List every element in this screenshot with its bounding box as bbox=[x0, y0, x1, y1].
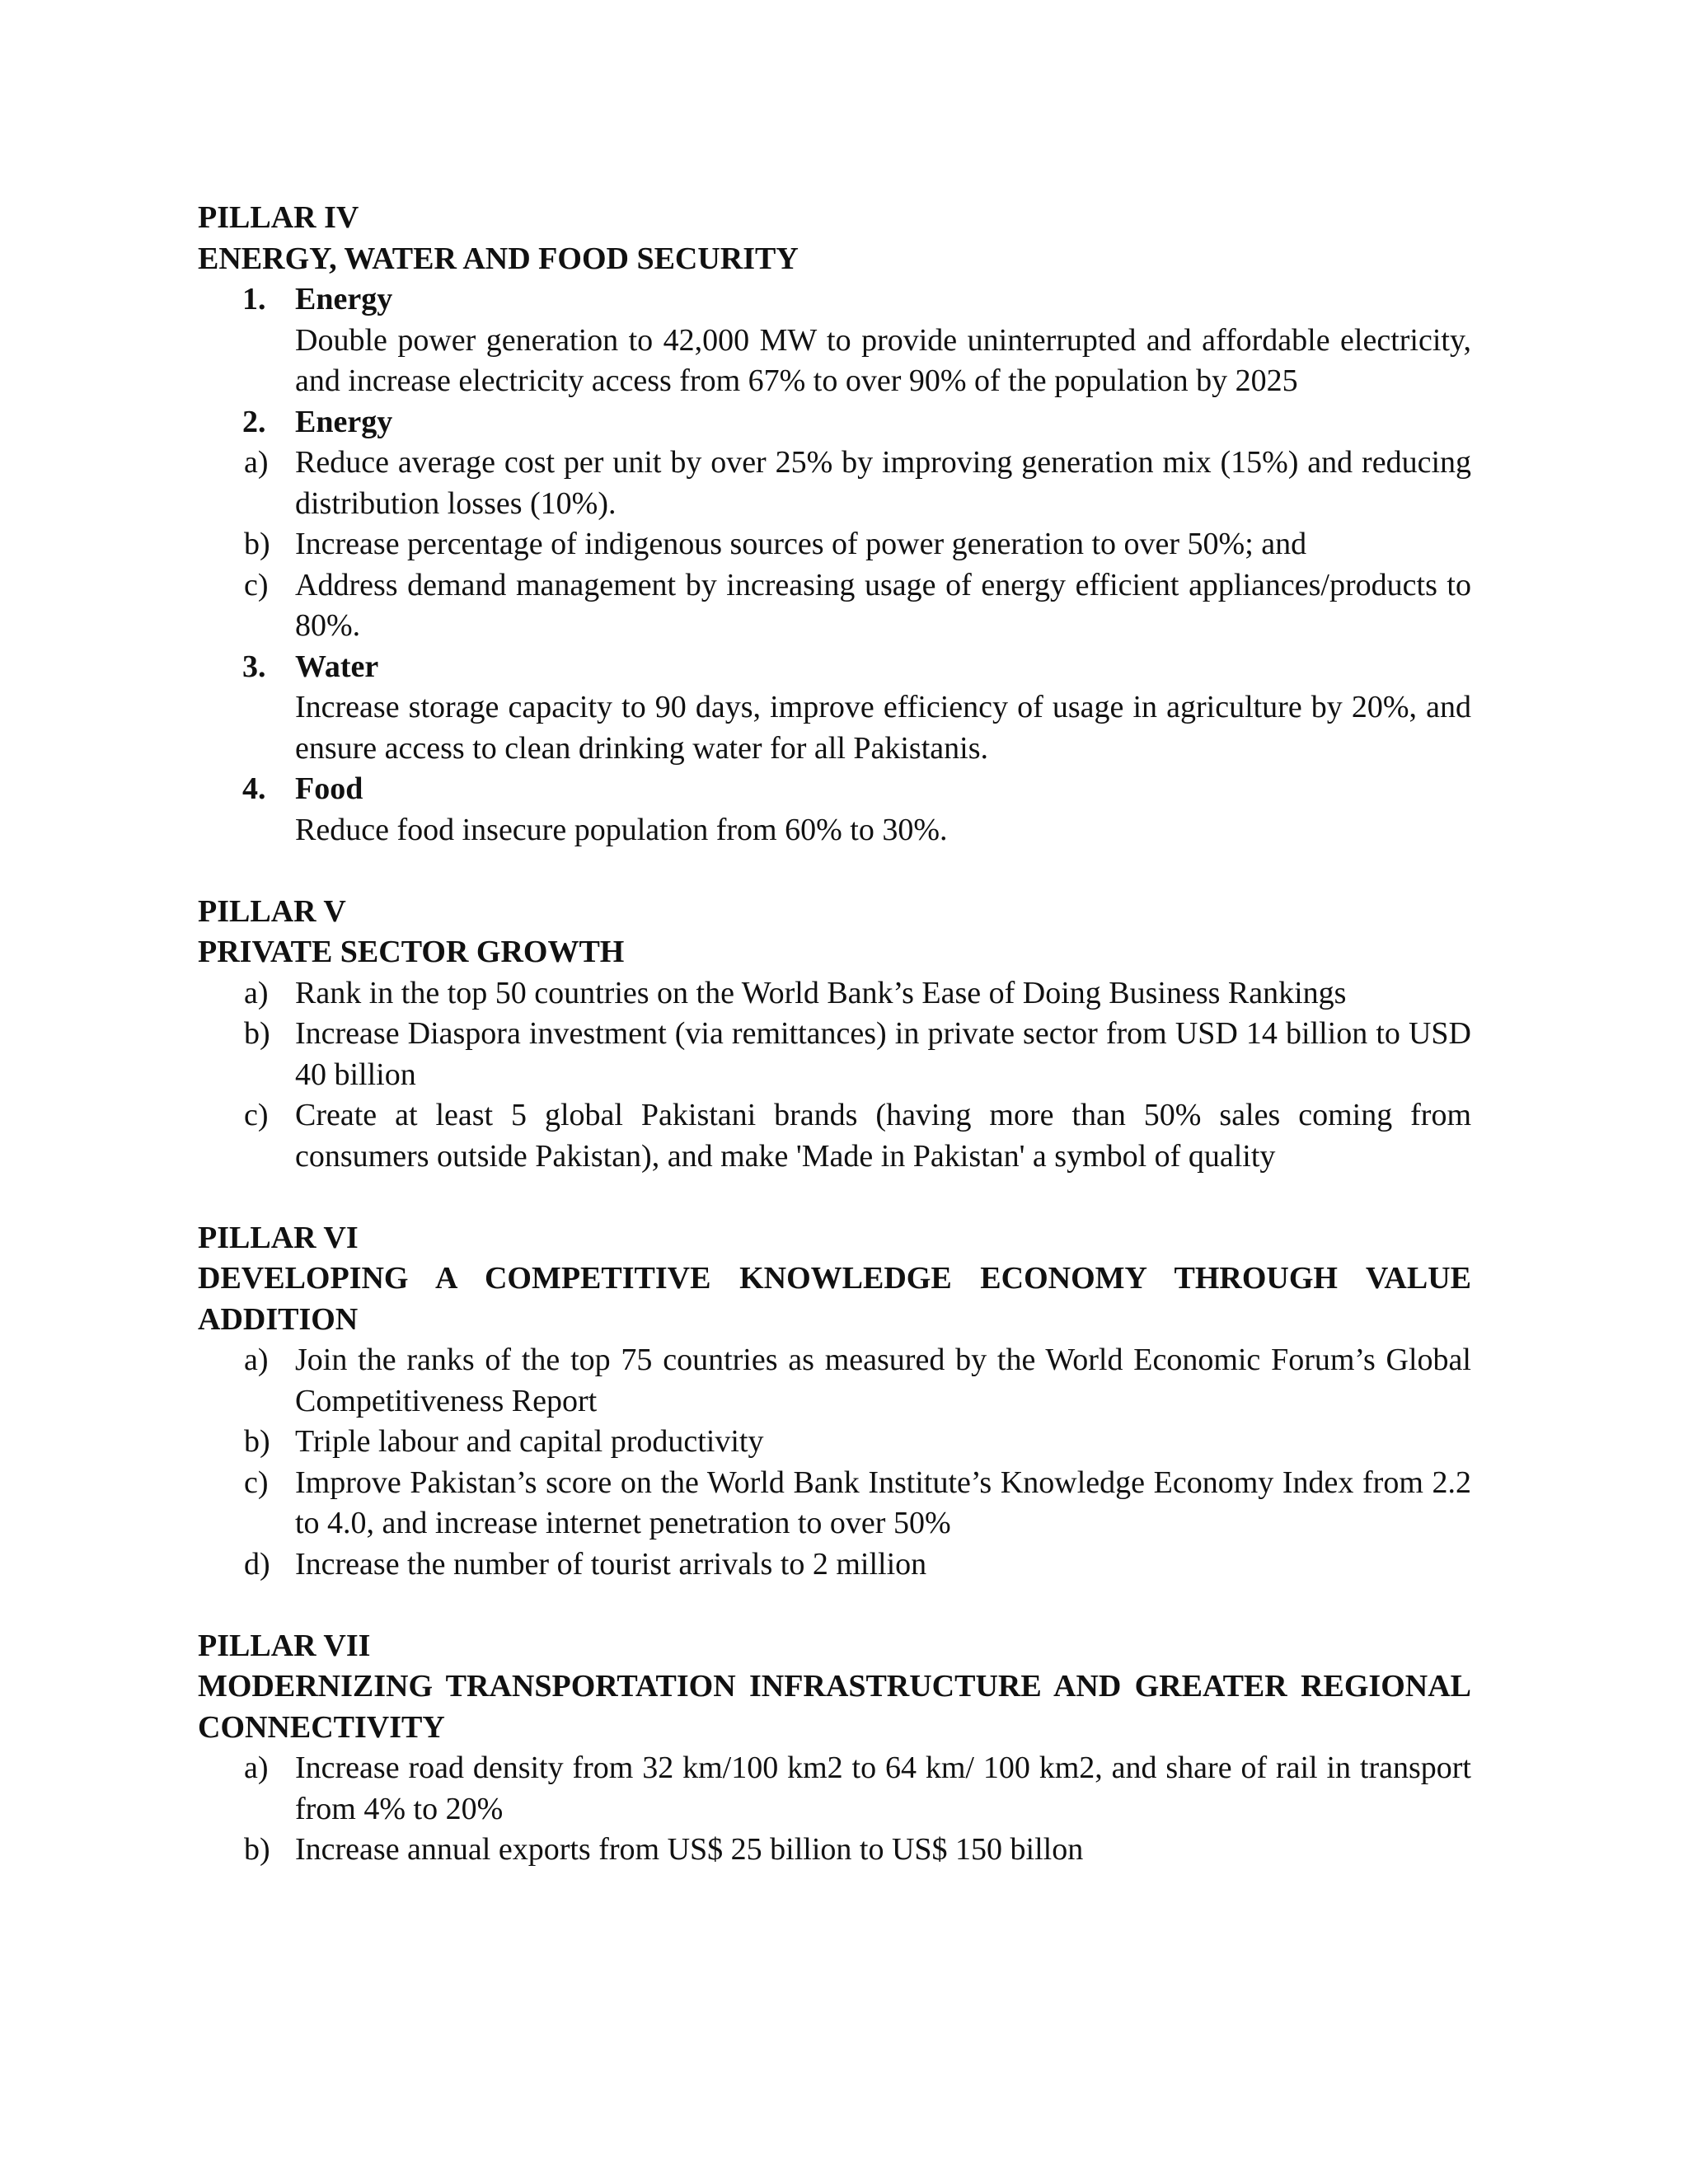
item-heading: Energy bbox=[295, 282, 393, 316]
list-item bbox=[198, 279, 1471, 321]
list-item bbox=[198, 1748, 1471, 1830]
list-marker: c) bbox=[244, 1465, 269, 1500]
list-item bbox=[198, 647, 1471, 688]
pillar-title: PRIVATE SECTOR GROWTH bbox=[198, 935, 625, 969]
pillar-label: PILLAR V bbox=[198, 893, 346, 929]
item-text: Rank in the top 50 countries on the World Bank’s Ease of Doing Business Rankings bbox=[295, 975, 1347, 1010]
list-item bbox=[198, 973, 1471, 1015]
pillar-title: ENERGY, WATER AND FOOD SECURITY bbox=[198, 241, 799, 276]
item-text: Reduce average cost per unit by over 25% by improving generation mix (15%) and reducing distribution losses (10%). bbox=[295, 445, 1471, 521]
item-text: Improve Pakistan’s score on the World Bank Institute’s Knowledge Economy Index from 2.2 to 4.0, and increase internet penetration to over 50% bbox=[295, 1465, 1471, 1540]
list-item bbox=[198, 524, 1471, 565]
pillar-section bbox=[198, 892, 1471, 1178]
list-marker: a) bbox=[244, 1750, 269, 1785]
list-marker: 2. bbox=[242, 404, 266, 439]
item-text: Increase the number of tourist arrivals to 2 million bbox=[295, 1546, 927, 1582]
list-marker: b) bbox=[244, 1832, 270, 1867]
item-text: Address demand management by increasing usage of energy efficient appliances/products to 80%. bbox=[295, 567, 1471, 643]
item-heading: Water bbox=[295, 649, 379, 684]
pillar-title: MODERNIZING TRANSPORTATION INFRASTRUCTURE AND GREATER REGIONAL CONNECTIVITY bbox=[198, 1669, 1471, 1745]
item-text: Double power generation to 42,000 MW to provide uninterrupted and affordable electricity, and increase electricity access from 67% to over 90% of the population by 2025 bbox=[295, 322, 1471, 398]
list-item bbox=[198, 443, 1471, 524]
list-marker: c) bbox=[244, 1098, 269, 1132]
item-text: Triple labour and capital productivity bbox=[295, 1424, 764, 1459]
pillar-label: PILLAR VI bbox=[198, 1220, 359, 1255]
item-text: Increase storage capacity to 90 days, improve efficiency of usage in agriculture by 20%, and ensure access to clean drinking water for all Pakistanis. bbox=[295, 690, 1471, 766]
pillar-section bbox=[198, 1218, 1471, 1586]
list-item bbox=[198, 1422, 1471, 1463]
list-item bbox=[198, 810, 1471, 851]
list-item bbox=[198, 687, 1471, 769]
list-marker: d) bbox=[244, 1546, 270, 1582]
list-item bbox=[198, 565, 1471, 647]
pillar-section bbox=[198, 198, 1471, 851]
list-marker: 1. bbox=[242, 282, 266, 316]
list-item bbox=[198, 1095, 1471, 1177]
list-item bbox=[198, 1544, 1471, 1586]
list-item bbox=[198, 1830, 1471, 1871]
item-text: Increase road density from 32 km/100 km2 to 64 km/ 100 km2, and share of rail in transport from 4% to 20% bbox=[295, 1750, 1471, 1826]
list-marker: b) bbox=[244, 1016, 270, 1051]
item-text: Increase percentage of indigenous sources of power generation to over 50%; and bbox=[295, 527, 1307, 561]
item-heading: Energy bbox=[295, 404, 393, 439]
pillar-section bbox=[198, 1626, 1471, 1871]
pillar-label: PILLAR VII bbox=[198, 1628, 371, 1663]
list-marker: 3. bbox=[242, 649, 266, 684]
list-item bbox=[198, 1340, 1471, 1422]
list-marker: 4. bbox=[242, 771, 266, 806]
pillar-title: DEVELOPING A COMPETITIVE KNOWLEDGE ECONOMY THROUGH VALUE ADDITION bbox=[198, 1261, 1471, 1337]
pillar-label: PILLAR IV bbox=[198, 200, 359, 235]
list-marker: b) bbox=[244, 1424, 270, 1459]
item-text: Increase Diaspora investment (via remittances) in private sector from USD 14 billion to USD 40 billion bbox=[295, 1016, 1471, 1092]
list-item bbox=[198, 1463, 1471, 1544]
item-heading: Food bbox=[295, 771, 363, 806]
list-item bbox=[198, 1014, 1471, 1095]
list-marker: a) bbox=[244, 1343, 269, 1377]
list-item bbox=[198, 321, 1471, 402]
list-marker: b) bbox=[244, 527, 270, 561]
list-item bbox=[198, 769, 1471, 810]
item-text: Join the ranks of the top 75 countries as measured by the World Economic Forum’s Global Competitiveness Report bbox=[295, 1343, 1471, 1418]
list-marker: a) bbox=[244, 975, 269, 1010]
item-text: Increase annual exports from US$ 25 billion to US$ 150 billon bbox=[295, 1832, 1084, 1867]
document-page bbox=[198, 198, 1471, 1871]
item-text: Create at least 5 global Pakistani brands (having more than 50% sales coming from consumers outside Pakistan), and make 'Made in Pakistan' a symbol of quality bbox=[295, 1098, 1471, 1174]
list-marker: c) bbox=[244, 567, 269, 602]
list-item bbox=[198, 402, 1471, 443]
list-marker: a) bbox=[244, 445, 269, 480]
item-text: Reduce food insecure population from 60% to 30%. bbox=[295, 812, 948, 847]
